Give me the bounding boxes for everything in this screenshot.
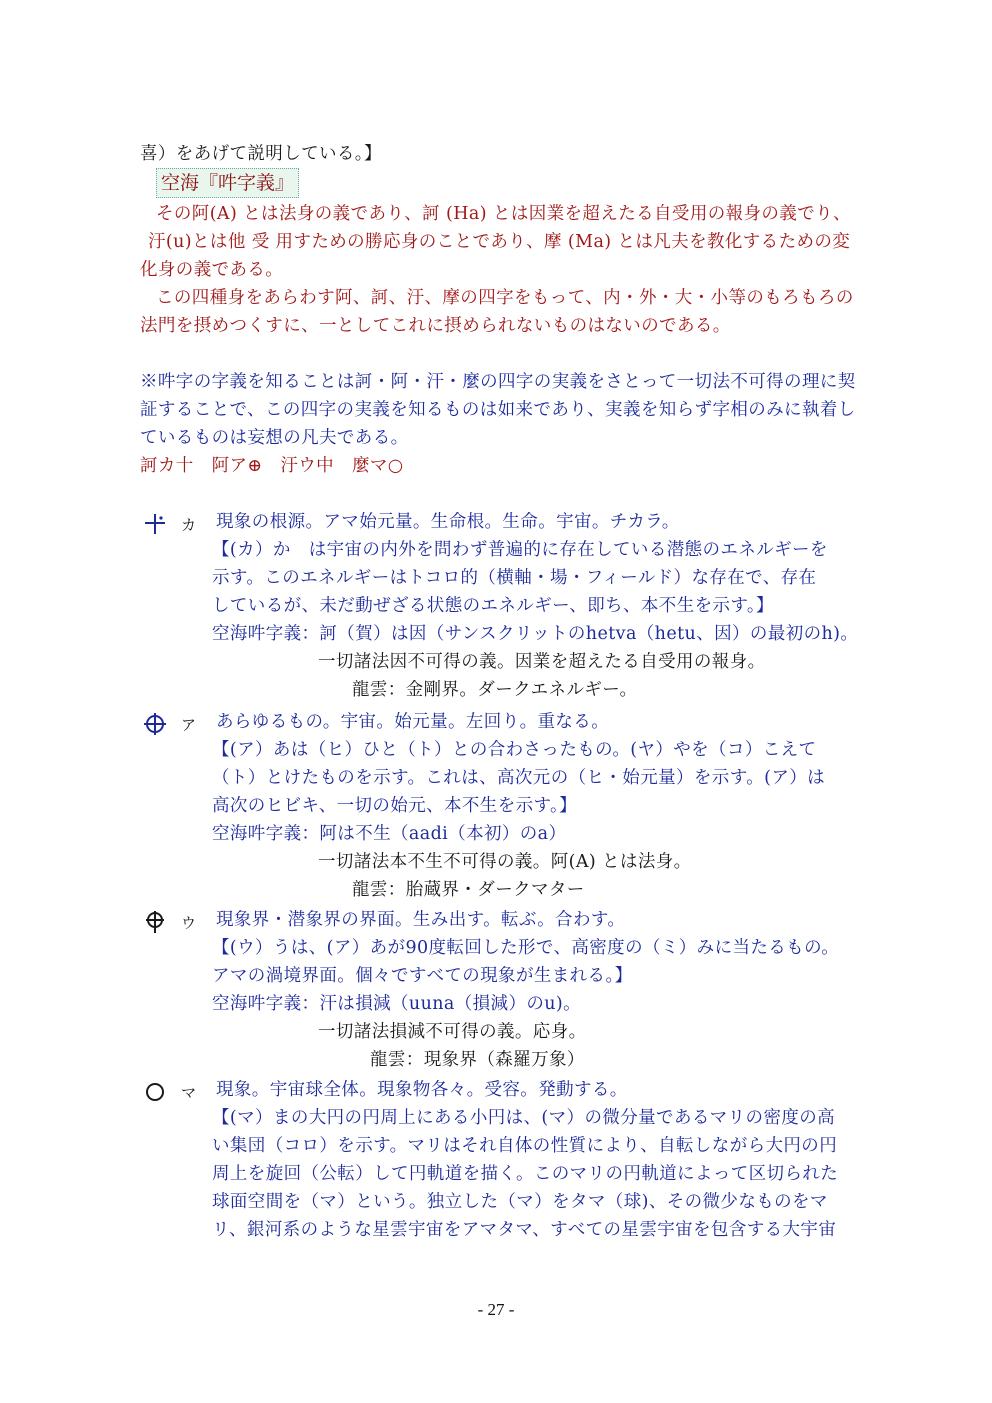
- kukai-definition: 空海吽字義：阿は不生（aadi（本初）のa）: [212, 824, 567, 844]
- entry-head: あらゆるもの。宇宙。始元量。左回り。重なる。: [216, 712, 610, 732]
- entry-body-line: 球面空間を（マ）という。独立した（マ）をタマ（球)、その微少なものをマ: [212, 1192, 828, 1212]
- intro-line: その阿(A) とは法身の義であり、訶 (Ha) とは因業を超えたる自受用の報身の義でり、: [156, 204, 851, 224]
- entry-head: 現象の根源。アマ始元量。生命根。生命。宇宙。チカラ。: [216, 512, 680, 532]
- kukai-definition-detail: 一切諸法本不生不可得の義。阿(A) とは法身。: [318, 852, 692, 872]
- kukai-definition: 空海吽字義：汗は損減（uuna（損減）のu)。: [212, 994, 582, 1014]
- entry-body-line: （ト）とけたものを示す。これは、高次元の（ヒ・始元量）を示す。(ア）は: [212, 768, 826, 788]
- kana-label: ア: [181, 716, 197, 734]
- note-line: ※吽字の字義を知ることは訶・阿・汗・麼の四字の実義をさとって一切法不可得の理に契: [140, 372, 856, 392]
- kana-label: ウ: [181, 914, 197, 932]
- entry-body-line: 【(ア）あは（ヒ）ひと（ト）との合わさったもの。(ヤ）やを（コ）こえて: [212, 740, 817, 760]
- intro-line: この四種身をあらわす阿、訶、汙、摩の四字をもって、内・外・大・小等のもろもろの: [156, 288, 854, 308]
- entry-body-line: 高次のヒビキ、一切の始元、本不生を示す。】: [212, 796, 578, 816]
- kukai-definition: 空海吽字義：訶（賀）は因（サンスクリットのhetva（hetu、因）の最初のh)。: [212, 624, 859, 644]
- ryuun-note: 龍雲：金剛界。ダークエネルギー。: [352, 680, 638, 700]
- katakamuna-ma-glyph-icon: [142, 1079, 168, 1105]
- entry-body-line: 示す。このエネルギーはトコロ的（横軸・場・フィールド）な存在で、存在: [212, 568, 817, 588]
- entry-body-line: 周上を旋回（公転）して円軌道を描く。このマリの円軌道によって区切られた: [212, 1164, 839, 1184]
- katakamuna-ka-glyph-icon: [142, 511, 168, 537]
- intro-line: 汙(u)とは他 受 用すための勝応身のことであり、摩 (Ma) とは凡夫を教化するための変: [148, 232, 851, 252]
- note-line: 証することで、この四字の実義を知るものは如来であり、実義を知らず字相のみに執着し: [140, 400, 856, 420]
- entry-head: 現象界・潜象界の界面。生み出す。転ぶ。合わす。: [216, 910, 626, 930]
- entry-body-line: リ、銀河系のような星雲宇宙をアマタマ、すべての星雲宇宙を包含する大宇宙: [212, 1220, 837, 1240]
- intro-line: 化身の義である。: [140, 260, 284, 280]
- katakamuna-u-glyph-icon: [142, 909, 168, 935]
- continuation-line: 喜）をあげて説明している。】: [140, 144, 382, 164]
- entry-head: 現象。宇宙球全体。現象物各々。受容。発動する。: [216, 1080, 628, 1100]
- entry-body-line: アマの渦境界面。個々ですべての現象が生まれる。】: [212, 966, 633, 986]
- entry-body-line: 【(カ）か は宇宙の内外を問わず普遍的に存在している潜態のエネルギーを: [212, 540, 828, 560]
- ryuun-note: 龍雲：胎蔵界・ダークマター: [352, 880, 585, 900]
- intro-line: 法門を摂めつくすに、一としてこれに摂められないものはないのである。: [140, 316, 731, 336]
- kana-label: マ: [181, 1084, 197, 1102]
- ryuun-note: 龍雲：現象界（森羅万象）: [370, 1050, 585, 1070]
- entry-body-line: しているが、未だ動ぜざる状態のエネルギー、即ち、本不生を示す。】: [212, 596, 774, 616]
- four-characters-line: 訶カ十 阿ア⊕ 汙ウ中 麼マ○: [140, 456, 404, 476]
- section-heading: 空海『吽字義』: [156, 168, 299, 198]
- kukai-definition-detail: 一切諸法因不可得の義。因業を超えたる自受用の報身。: [318, 652, 766, 672]
- entry-body-line: 【(マ）まの大円の円周上にある小円は、(マ）の微分量であるマリの密度の高: [212, 1108, 836, 1128]
- note-line: ているものは妄想の凡夫である。: [140, 428, 409, 448]
- page-number: - 27 -: [477, 1300, 515, 1319]
- kana-label: カ: [181, 516, 197, 534]
- entry-body-line: い集団（コロ）を示す。マリはそれ自体の性質により、自転しながら大円の円: [212, 1136, 838, 1156]
- katakamuna-a-glyph-icon: [142, 711, 168, 737]
- kukai-definition-detail: 一切諸法損減不可得の義。応身。: [318, 1022, 587, 1042]
- entry-body-line: 【(ウ）うは、(ア）あが90度転回した形で、高密度の（ミ）みに当たるもの。: [212, 938, 840, 958]
